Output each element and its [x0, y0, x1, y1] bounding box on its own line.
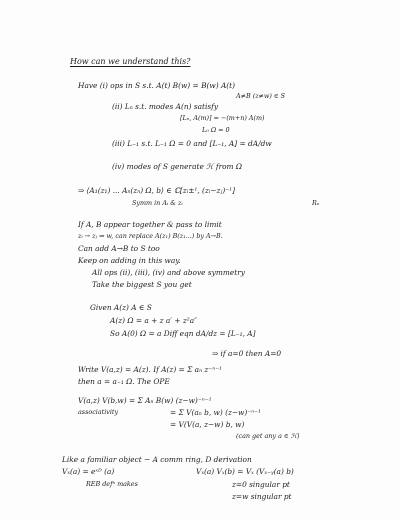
heading: How can we understand this? [70, 57, 191, 66]
note-line: z=w singular pt [232, 492, 292, 501]
note-line: Given A(z) A ∈ S [90, 303, 152, 312]
note-line: REB defⁿ makes [86, 480, 138, 488]
note-line: Symm in Aᵢ & zᵢ [132, 199, 183, 207]
note-line: zᵢ → zⱼ ⇒ w, can replace A(z₁) B(z₁...) by A→B. [78, 232, 223, 240]
note-line: then a = a₋₁ Ω. The OPE [78, 377, 170, 386]
note-line: (ii) Lₙ s.t. modes A(n) satisfy [112, 102, 219, 111]
note-line: Like a familiar object − A comm ring, D derivation [62, 455, 252, 464]
note-line: Take the biggest S you get [92, 280, 192, 289]
note-line: Can add A→B to S too [78, 244, 160, 253]
note-line: Write V(a,z) = A(z). If A(z) = Σ aₙ z⁻ⁿ⁻¹ [78, 365, 223, 374]
note-line: V(a,z) V(b,w) = Σ Aₙ B(w) (z−w)⁻ⁿ⁻¹ [78, 396, 212, 405]
note-line: Vₓ(a) = eˣᴰ (a) [62, 467, 115, 476]
note-line: z=0 singular pt [232, 480, 290, 489]
note-line: Have (i) ops in S s.t. A(t) B(w) = B(w) A(t) [78, 81, 236, 90]
note-line: ⇒ if a=0 then A=0 [212, 349, 282, 358]
note-line: = Σ V(aₙ b, w) (z−w)⁻ⁿ⁻¹ [170, 408, 262, 417]
note-line: L₀ Ω = 0 [202, 126, 230, 134]
note-line: Keep on adding in this way. [78, 256, 181, 265]
note-line: Rₙ [312, 199, 320, 207]
note-line: (iv) modes of S generate ℋ from Ω [112, 162, 243, 171]
note-line: (can get any a ∈ ℋ) [236, 432, 300, 440]
note-line: A≠B (z≠w) ∈ S [236, 92, 286, 100]
note-line: = V(V(a, z−w) b, w) [170, 420, 245, 429]
note-line: A(z) Ω = a + z a′ + z²a″ [110, 316, 197, 325]
note-line: If A, B appear together & pass to limit [78, 220, 222, 229]
note-line: (iii) L₋₁ s.t. L₋₁ Ω = 0 and [L₋₁, A] = dA/dw [112, 139, 272, 148]
note-line: [Lₙ, A(m)] = −(m+n) A(m) [180, 114, 265, 122]
note-line: ⇒ ⟨A₁(z₁) ... Aₙ(zₙ) Ω, b⟩ ∈ ℂ[zᵢ±¹, (zᵢ−zⱼ)⁻¹] [78, 186, 235, 195]
note-line: associativity [78, 408, 119, 416]
note-line: So A(0) Ω = a Diff eqn dA/dz = [L₋₁, A] [110, 329, 256, 338]
note-line: All ops (ii), (iii), (iv) and above symmetry [92, 268, 245, 277]
note-line: Vₓ(a) Vₓ(b) = Vₓ (Vₓ₋ᵧ(a) b) [196, 467, 294, 476]
